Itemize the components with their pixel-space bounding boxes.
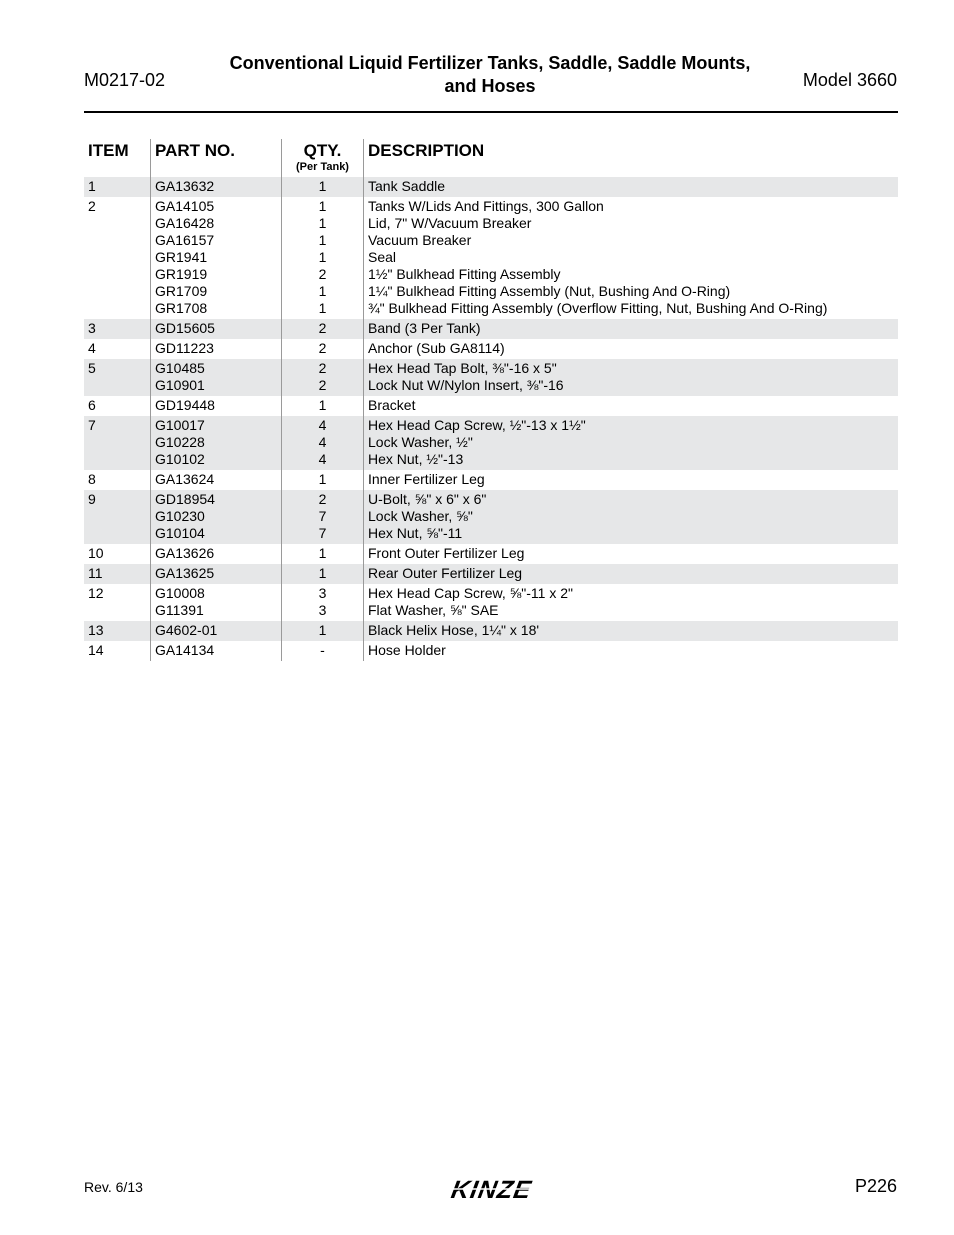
description-line: Band (3 Per Tank) (368, 320, 481, 336)
table-row (84, 359, 898, 396)
table-row (84, 470, 898, 490)
part-no-line: GA14134 (155, 642, 215, 658)
qty-line: 3 (318, 602, 327, 618)
item-cell: 8 (88, 471, 96, 487)
part-no-line: GD19448 (155, 397, 215, 413)
kinze-logo-text: KINZE (449, 1176, 534, 1204)
qty-cell (282, 564, 364, 584)
part-no-line: GA13626 (155, 545, 215, 561)
qty-cell (282, 621, 364, 641)
table-row (84, 564, 898, 584)
qty-line: 1 (318, 565, 327, 581)
description-cell (364, 641, 899, 661)
table-row (84, 584, 898, 621)
table-row (84, 197, 898, 319)
part-no-cell (151, 396, 282, 416)
description-line: Hex Nut, ⅝"-11 (368, 525, 463, 541)
description-line: Bracket (368, 397, 416, 413)
parts-table (84, 139, 898, 661)
description-line: Hex Head Cap Screw, ½"-13 x 1½" (368, 417, 586, 433)
qty-cell (282, 641, 364, 661)
qty-line: 2 (318, 360, 327, 376)
part-no-line: GR1941 (155, 249, 208, 265)
description-cell (364, 359, 899, 396)
document-code: M0217-02 (84, 70, 166, 90)
qty-line: 2 (318, 491, 327, 507)
table-row (84, 641, 898, 661)
description-line: Anchor (Sub GA8114) (368, 340, 505, 356)
description-line: Front Outer Fertilizer Leg (368, 545, 525, 561)
description-line: Hex Nut, ½"-13 (368, 451, 464, 467)
kinze-logo (432, 1176, 550, 1204)
qty-cell (282, 339, 364, 359)
part-no-line: GD15605 (155, 320, 215, 336)
part-no-line: GR1708 (155, 300, 208, 316)
description-cell (364, 339, 899, 359)
qty-line: 1 (318, 471, 327, 487)
description-line: Tanks W/Lids And Fittings, 300 Gallon (368, 198, 604, 214)
qty-line: 4 (318, 417, 327, 433)
item-cell: 7 (84, 416, 151, 470)
part-no-cell (151, 490, 282, 544)
description-line: Seal (368, 249, 397, 265)
qty-line: 1 (318, 397, 327, 413)
part-no-cell (151, 470, 282, 490)
description-cell (364, 584, 899, 621)
table-row (84, 339, 898, 359)
part-no-line: G10901 (155, 377, 205, 393)
qty-line: 7 (318, 508, 327, 524)
part-no-line: G10008 (155, 585, 205, 601)
part-no-line: G10228 (155, 434, 205, 450)
qty-line: 2 (318, 377, 327, 393)
qty-line: 1 (318, 215, 327, 231)
qty-line: 1 (318, 232, 327, 248)
qty-line: 3 (318, 585, 327, 601)
qty-cell (282, 544, 364, 564)
description-line: Flat Washer, ⅝" SAE (368, 602, 499, 618)
description-line: Hex Head Cap Screw, ⅝"-11 x 2" (368, 585, 573, 601)
qty-line: 7 (318, 525, 327, 541)
description-line: Lock Washer, ½" (368, 434, 473, 450)
header-divider (84, 111, 898, 113)
description-cell (364, 197, 899, 319)
item-cell: 12 (88, 585, 104, 601)
table-row (84, 416, 898, 470)
qty-cell (282, 584, 364, 621)
description-line: Lock Washer, ⅝" (368, 508, 473, 524)
description-line: Vacuum Breaker (368, 232, 472, 248)
part-no-cell (151, 621, 282, 641)
item-cell: 14 (88, 642, 104, 658)
qty-line: 1 (318, 249, 327, 265)
qty-line: 1 (318, 198, 327, 214)
qty-line: 1 (318, 622, 327, 638)
item-cell: 5 (84, 359, 151, 396)
description-line: Rear Outer Fertilizer Leg (368, 565, 523, 581)
description-line: Hex Head Tap Bolt, ⅜"-16 x 5" (368, 360, 557, 376)
part-no-line: G10102 (155, 451, 205, 467)
qty-line: 1 (318, 178, 327, 194)
item-cell: 9 (84, 490, 151, 544)
part-no-line: GA16428 (155, 215, 215, 231)
description-line: Inner Fertilizer Leg (368, 471, 485, 487)
table-row (84, 544, 898, 564)
qty-cell (282, 359, 364, 396)
description-cell (364, 544, 899, 564)
qty-cell (282, 319, 364, 339)
part-no-line: GR1919 (155, 266, 208, 282)
table-row (84, 621, 898, 641)
qty-line: 2 (318, 340, 327, 356)
item-cell: 11 (84, 564, 151, 584)
item-cell: 6 (88, 397, 96, 413)
part-no-line: GD18954 (155, 491, 215, 507)
qty-line: 2 (318, 320, 327, 336)
part-no-cell (151, 339, 282, 359)
part-no-cell (151, 584, 282, 621)
table-row (84, 490, 898, 544)
description-cell (364, 564, 899, 584)
part-no-line: GA13632 (155, 178, 215, 194)
part-no-line: GR1709 (155, 283, 208, 299)
parts-table-body (84, 177, 898, 661)
item-cell: 10 (88, 545, 104, 561)
part-no-line: G10230 (155, 508, 205, 524)
header-description: DESCRIPTION (364, 139, 899, 177)
page-title (200, 52, 780, 98)
description-line: Black Helix Hose, 1¼" x 18' (368, 622, 540, 638)
description-cell (364, 470, 899, 490)
description-cell (364, 621, 899, 641)
table-row (84, 396, 898, 416)
part-no-line: G10485 (155, 360, 205, 376)
part-no-line: G10017 (155, 417, 205, 433)
part-no-cell (151, 564, 282, 584)
description-line: Hose Holder (368, 642, 446, 658)
part-no-line: GD11223 (155, 340, 214, 356)
description-cell (364, 416, 899, 470)
qty-cell (282, 416, 364, 470)
table-row (84, 319, 898, 339)
description-line: Lid, 7" W/Vacuum Breaker (368, 215, 532, 231)
description-line: 1¼" Bulkhead Fitting Assembly (Nut, Bushing And O-Ring) (368, 283, 731, 299)
page-number: P226 (854, 1176, 897, 1196)
qty-cell (282, 197, 364, 319)
part-no-cell (151, 641, 282, 661)
header-part-no: PART NO. (151, 139, 282, 177)
qty-line: - (320, 642, 325, 658)
model-number: Model 3660 (802, 70, 897, 90)
part-no-line: GA13624 (155, 471, 215, 487)
description-line: U-Bolt, ⅝" x 6" x 6" (368, 491, 487, 507)
header-item: ITEM (88, 141, 129, 160)
page-title-line-1: Conventional Liquid Fertilizer Tanks, Saddle, Saddle Mounts, (229, 53, 751, 73)
description-line: Tank Saddle (368, 178, 446, 194)
description-line: ¾" Bulkhead Fitting Assembly (Overflow Fitting, Nut, Bushing And O-Ring) (368, 300, 828, 316)
qty-cell (282, 177, 364, 197)
part-no-cell (151, 359, 282, 396)
part-no-cell (151, 416, 282, 470)
page-title-line-2: and Hoses (444, 76, 536, 96)
description-cell (364, 490, 899, 544)
item-cell: 2 (88, 198, 96, 214)
description-cell (364, 177, 899, 197)
table-header-row (84, 139, 898, 177)
item-cell: 13 (84, 621, 151, 641)
part-no-cell (151, 319, 282, 339)
part-no-line: G10104 (155, 525, 205, 541)
header-qty (282, 139, 364, 177)
item-cell: 3 (84, 319, 151, 339)
qty-line: 4 (318, 451, 327, 467)
part-no-cell (151, 177, 282, 197)
qty-line: 1 (318, 300, 327, 316)
qty-line: 2 (318, 266, 327, 282)
qty-line: 1 (318, 545, 327, 561)
qty-cell (282, 470, 364, 490)
part-no-line: G11391 (155, 602, 204, 618)
item-cell: 1 (84, 177, 151, 197)
description-line: 1½" Bulkhead Fitting Assembly (368, 266, 561, 282)
header-qty-label: QTY. (303, 141, 342, 160)
table-row (84, 177, 898, 197)
part-no-cell (151, 544, 282, 564)
revision-label: Rev. 6/13 (84, 1179, 143, 1195)
header-qty-sub: (Per Tank) (296, 161, 349, 173)
description-line: Lock Nut W/Nylon Insert, ⅜"-16 (368, 377, 564, 393)
description-cell (364, 319, 899, 339)
qty-cell (282, 490, 364, 544)
qty-line: 4 (318, 434, 327, 450)
qty-cell (282, 396, 364, 416)
part-no-line: GA14105 (155, 198, 215, 214)
qty-line: 1 (318, 283, 327, 299)
part-no-line: GA13625 (155, 565, 215, 581)
part-no-cell (151, 197, 282, 319)
item-cell: 4 (88, 340, 96, 356)
description-cell (364, 396, 899, 416)
part-no-line: G4602-01 (155, 622, 218, 638)
part-no-line: GA16157 (155, 232, 215, 248)
